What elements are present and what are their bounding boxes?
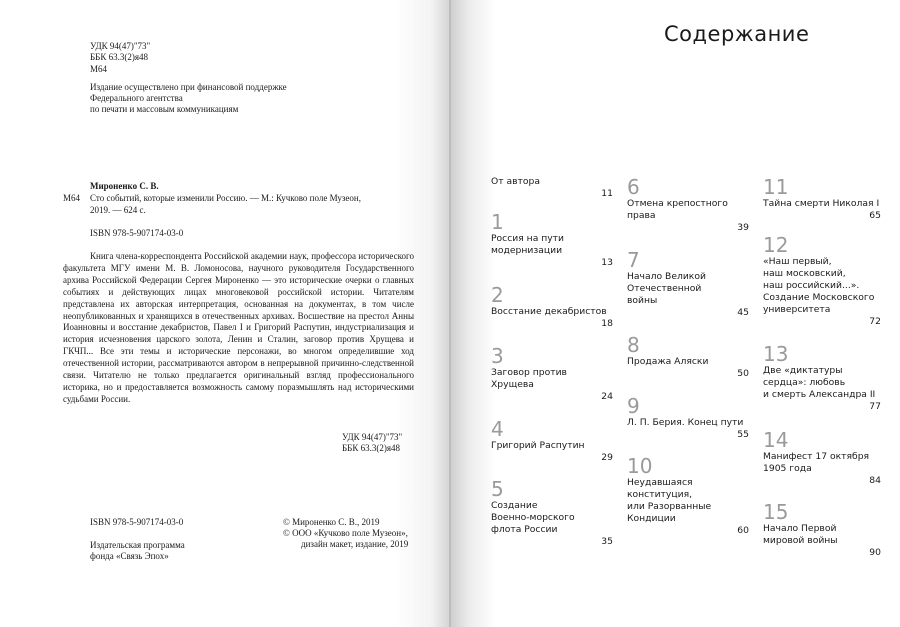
toc-entry-page: 24 (601, 391, 613, 402)
toc-entry-title: Григорий Распутин (491, 440, 585, 451)
toc-entry-title: Восстание декабристов (491, 306, 607, 317)
toc-entry-number: 4 (491, 417, 504, 441)
toc-entry-page: 13 (601, 257, 613, 268)
toc-entry-number: 2 (491, 283, 504, 307)
toc-entry[interactable] (491, 176, 613, 200)
toc-entry[interactable] (763, 501, 881, 559)
toc-entry-title: От автора (491, 176, 540, 187)
toc-entry-page: 35 (601, 536, 613, 547)
toc-entry-page: 84 (869, 475, 881, 486)
copyright-line-3: дизайн макет, издание, 2019 (301, 539, 409, 549)
toc-entry-number: 10 (627, 454, 653, 478)
toc-entry-title: Россия на пути модернизации (491, 233, 565, 256)
author-mark: М64 (63, 193, 81, 203)
footer-isbn: ISBN 978-5-907174-03-0 (90, 517, 184, 527)
toc-entry-page: 18 (601, 318, 613, 329)
toc-entry-title: Начало Великой Отечественной войны (627, 271, 706, 306)
toc-entry-page: 60 (737, 525, 749, 536)
toc-entry[interactable] (763, 234, 881, 328)
toc-entry-number: 8 (627, 333, 640, 357)
toc-entry-page: 45 (737, 307, 749, 318)
bbk-code-top: ББК 63.3(2)я48 (90, 52, 148, 62)
annotation: Книга члена-корреспондента Российской академии наук, профессора исторического факультета МГУ имени М. В. Ломоносова, научного руководителя Государственного архива Российской Федерации Сергея Мироненко — это исторические очерки о главных событиях и действующих лицах многовековой российской истории. Читателям представлена их авторская интерпретация, основанная на документах, в том числе неопубликованных и хранящихся в отечественных архивах. Восшествие на престол Анны Иоанновны и восстание декабристов, Павел I и Григорий Распутин, индустриализация и история исчезновения царского золота, Ленин и Сталин, заговор против Хрущева и ГКЧП... Все эти темы и исторические персонажи, во многом определившие ход отечественной истории, рассматриваются автором в непрерывной причинно-следственной связи. Читателю не только предлагается оригинальный взгляд профессионального историка, но и предоставляется возможность самому поразмышлять над историческими судьбами России. (63, 251, 414, 404)
toc-entry[interactable] (627, 249, 749, 319)
copyright-line-1: © Мироненко С. В., 2019 (283, 517, 380, 527)
toc-entry-number: 5 (491, 477, 504, 501)
udk-code-bottom: УДК 94(47)"73" (342, 432, 403, 442)
toc-entry[interactable] (491, 418, 613, 464)
toc-entry-title: Неудавшаяся конституция, или Разорванные Кондиции (627, 477, 712, 524)
toc-entry-page: 90 (869, 547, 881, 558)
toc-entry-title: Заговор против Хрущева (491, 367, 567, 390)
toc-entry-number: 3 (491, 344, 504, 368)
bbk-code-bottom: ББК 63.3(2)я48 (342, 443, 400, 453)
toc-entry-title: Отмена крепостного права (627, 198, 728, 221)
toc-entry-page: 39 (737, 222, 749, 233)
author-heading: Мироненко С. В. (90, 181, 159, 191)
toc-entry-title: Манифест 17 октября 1905 года (763, 451, 870, 474)
toc-entry[interactable] (763, 176, 881, 222)
support-line-2: Федерального агентства (90, 93, 183, 103)
toc-entry[interactable] (627, 455, 749, 537)
toc-entry-number: 1 (491, 210, 504, 234)
toc-entry-number: 6 (627, 175, 640, 199)
toc-entry-number: 13 (763, 342, 789, 366)
toc-entry-page: 11 (601, 188, 613, 199)
toc-entry[interactable] (627, 395, 749, 441)
toc-entry-page: 29 (601, 452, 613, 463)
toc-entry-title: Начало Первой мировой войны (763, 523, 838, 546)
toc-entry-number: 11 (763, 175, 789, 199)
toc-entry-page: 77 (869, 401, 881, 412)
copyright-line-2: © ООО «Кучково поле Музеон», (283, 528, 408, 538)
toc-entry-title: «Наш первый, наш московский, наш российский...». Создание Московского университета (763, 256, 875, 315)
program-line-2: фонда «Связь Эпох» (90, 551, 169, 561)
toc-entry-title: Л. П. Берия. Конец пути (627, 417, 744, 428)
toc-entry-title: Продажа Аляски (627, 356, 709, 367)
toc-entry-title: Две «диктатуры сердца»: любовь и смерть Александра II (763, 365, 876, 400)
toc-entry-page: 55 (737, 429, 749, 440)
toc-entry-page: 65 (869, 210, 881, 221)
toc-entry-page: 72 (869, 316, 881, 327)
toc-entry[interactable] (491, 478, 613, 548)
toc-entry-number: 7 (627, 248, 640, 272)
toc-entry-number: 14 (763, 428, 789, 452)
toc-entry[interactable] (491, 284, 613, 330)
biblio-line-2: 2019. — 624 с. (90, 205, 146, 215)
toc-entry[interactable] (491, 345, 613, 403)
program-line-1: Издательская программа (90, 540, 185, 550)
toc-entry[interactable] (763, 343, 881, 413)
toc-entry-title: Тайна смерти Николая I (763, 198, 880, 209)
toc-entry-number: 9 (627, 394, 640, 418)
toc-entry-title: Создание Военно-морского флота России (491, 500, 575, 535)
support-line-1: Издание осуществлено при финансовой поддержке (90, 82, 287, 92)
toc-entry[interactable] (763, 429, 881, 487)
author-mark-top: М64 (90, 64, 108, 74)
toc-entry-page: 50 (737, 368, 749, 379)
udk-code-top: УДК 94(47)"73" (90, 41, 151, 51)
toc-entry[interactable] (627, 176, 749, 234)
imprint-page (0, 0, 449, 627)
contents-page (451, 0, 900, 627)
toc-entry-number: 15 (763, 500, 789, 524)
biblio-line-1: Сто событий, которые изменили Россию. — М.: Кучково поле Музеон, (90, 193, 361, 203)
toc-entry[interactable] (491, 211, 613, 269)
toc-entry[interactable] (627, 334, 749, 380)
isbn: ISBN 978-5-907174-03-0 (90, 228, 184, 238)
toc-title: Содержание (664, 22, 810, 46)
toc-entry-number: 12 (763, 233, 789, 257)
support-line-3: по печати и массовым коммуникациям (90, 104, 239, 114)
